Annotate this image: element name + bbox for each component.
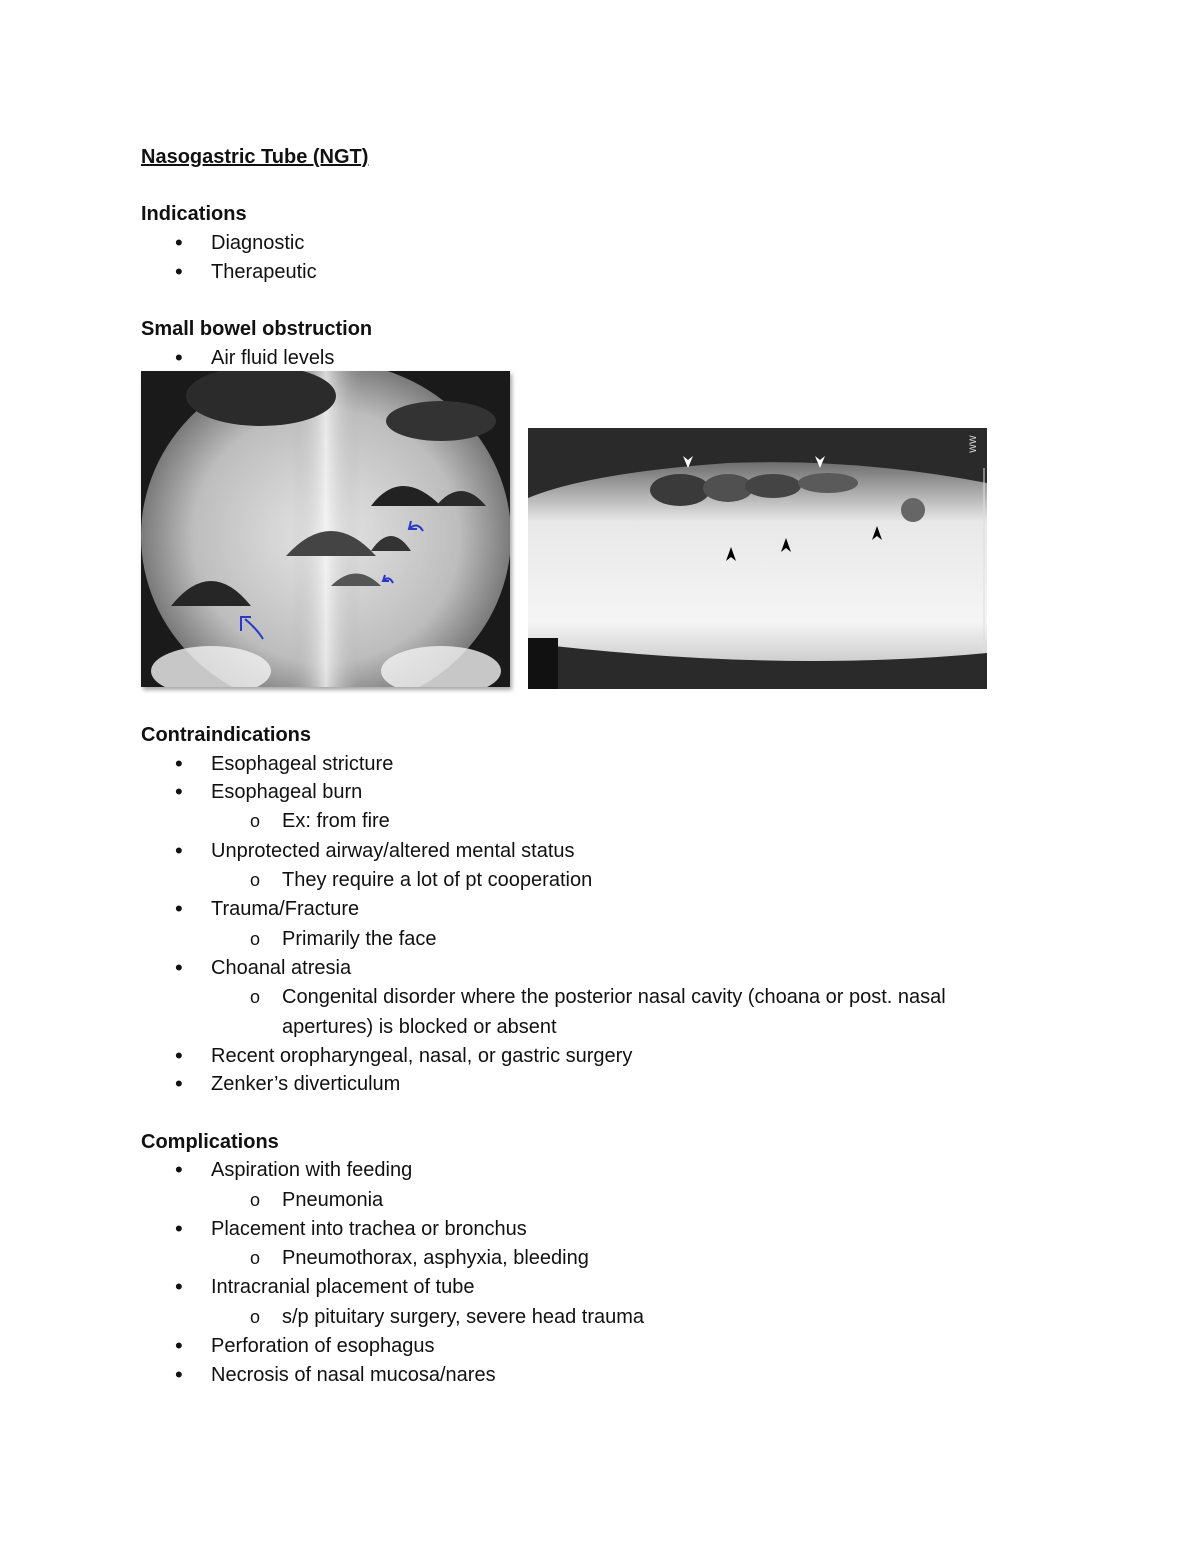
lateral-decubitus-xray: [528, 428, 987, 689]
sub-bullet-item: o Pneumonia: [282, 1188, 383, 1212]
bullet-item: • Air fluid levels: [211, 346, 334, 370]
bullet-item: • Recent oropharyngeal, nasal, or gastric surgery: [211, 1044, 632, 1068]
bullet-item: • Placement into trachea or bronchus: [211, 1217, 527, 1241]
sub-bullet-continuation: apertures) is blocked or absent: [282, 1016, 557, 1038]
bullet-item: • Intracranial placement of tube: [211, 1275, 475, 1299]
bullet-item: • Esophageal burn: [211, 780, 362, 804]
sub-bullet-item: o Pneumothorax, asphyxia, bleeding: [282, 1246, 589, 1270]
indications-heading: Indications: [141, 203, 247, 225]
bullet-item: • Perforation of esophagus: [211, 1334, 435, 1358]
bullet-item: • Esophageal stricture: [211, 752, 393, 776]
bullet-item: • Zenker’s diverticulum: [211, 1072, 400, 1096]
sub-bullet-item: o Ex: from fire: [282, 809, 390, 833]
svg-text:WW: WW: [969, 435, 979, 453]
bullet-item: • Necrosis of nasal mucosa/nares: [211, 1363, 496, 1387]
bullet-item: • Trauma/Fracture: [211, 897, 359, 921]
sub-bullet-item: o s/p pituitary surgery, severe head trauma: [282, 1305, 644, 1329]
bullet-item: • Choanal atresia: [211, 956, 351, 980]
lateral-decubitus-xray-graphic: [528, 428, 987, 689]
contraindications-heading: Contraindications: [141, 724, 312, 746]
bullet-item: • Aspiration with feeding: [211, 1158, 412, 1182]
upright-abdominal-xray-graphic: [141, 371, 510, 687]
sbo-heading: Small bowel obstruction: [141, 318, 373, 340]
document-title: Nasogastric Tube (NGT): [141, 146, 369, 168]
complications-heading: Complications: [141, 1131, 279, 1153]
sub-bullet-item: o Primarily the face: [282, 927, 437, 951]
bullet-item: • Diagnostic: [211, 231, 304, 255]
bullet-item: • Unprotected airway/altered mental status: [211, 839, 575, 863]
upright-abdominal-xray: [141, 371, 510, 687]
sub-bullet-item: o Congenital disorder where the posterior nasal cavity (choana or post. nasal: [282, 985, 946, 1009]
sub-bullet-item: o They require a lot of pt cooperation: [282, 868, 592, 892]
bullet-item: • Therapeutic: [211, 260, 317, 284]
